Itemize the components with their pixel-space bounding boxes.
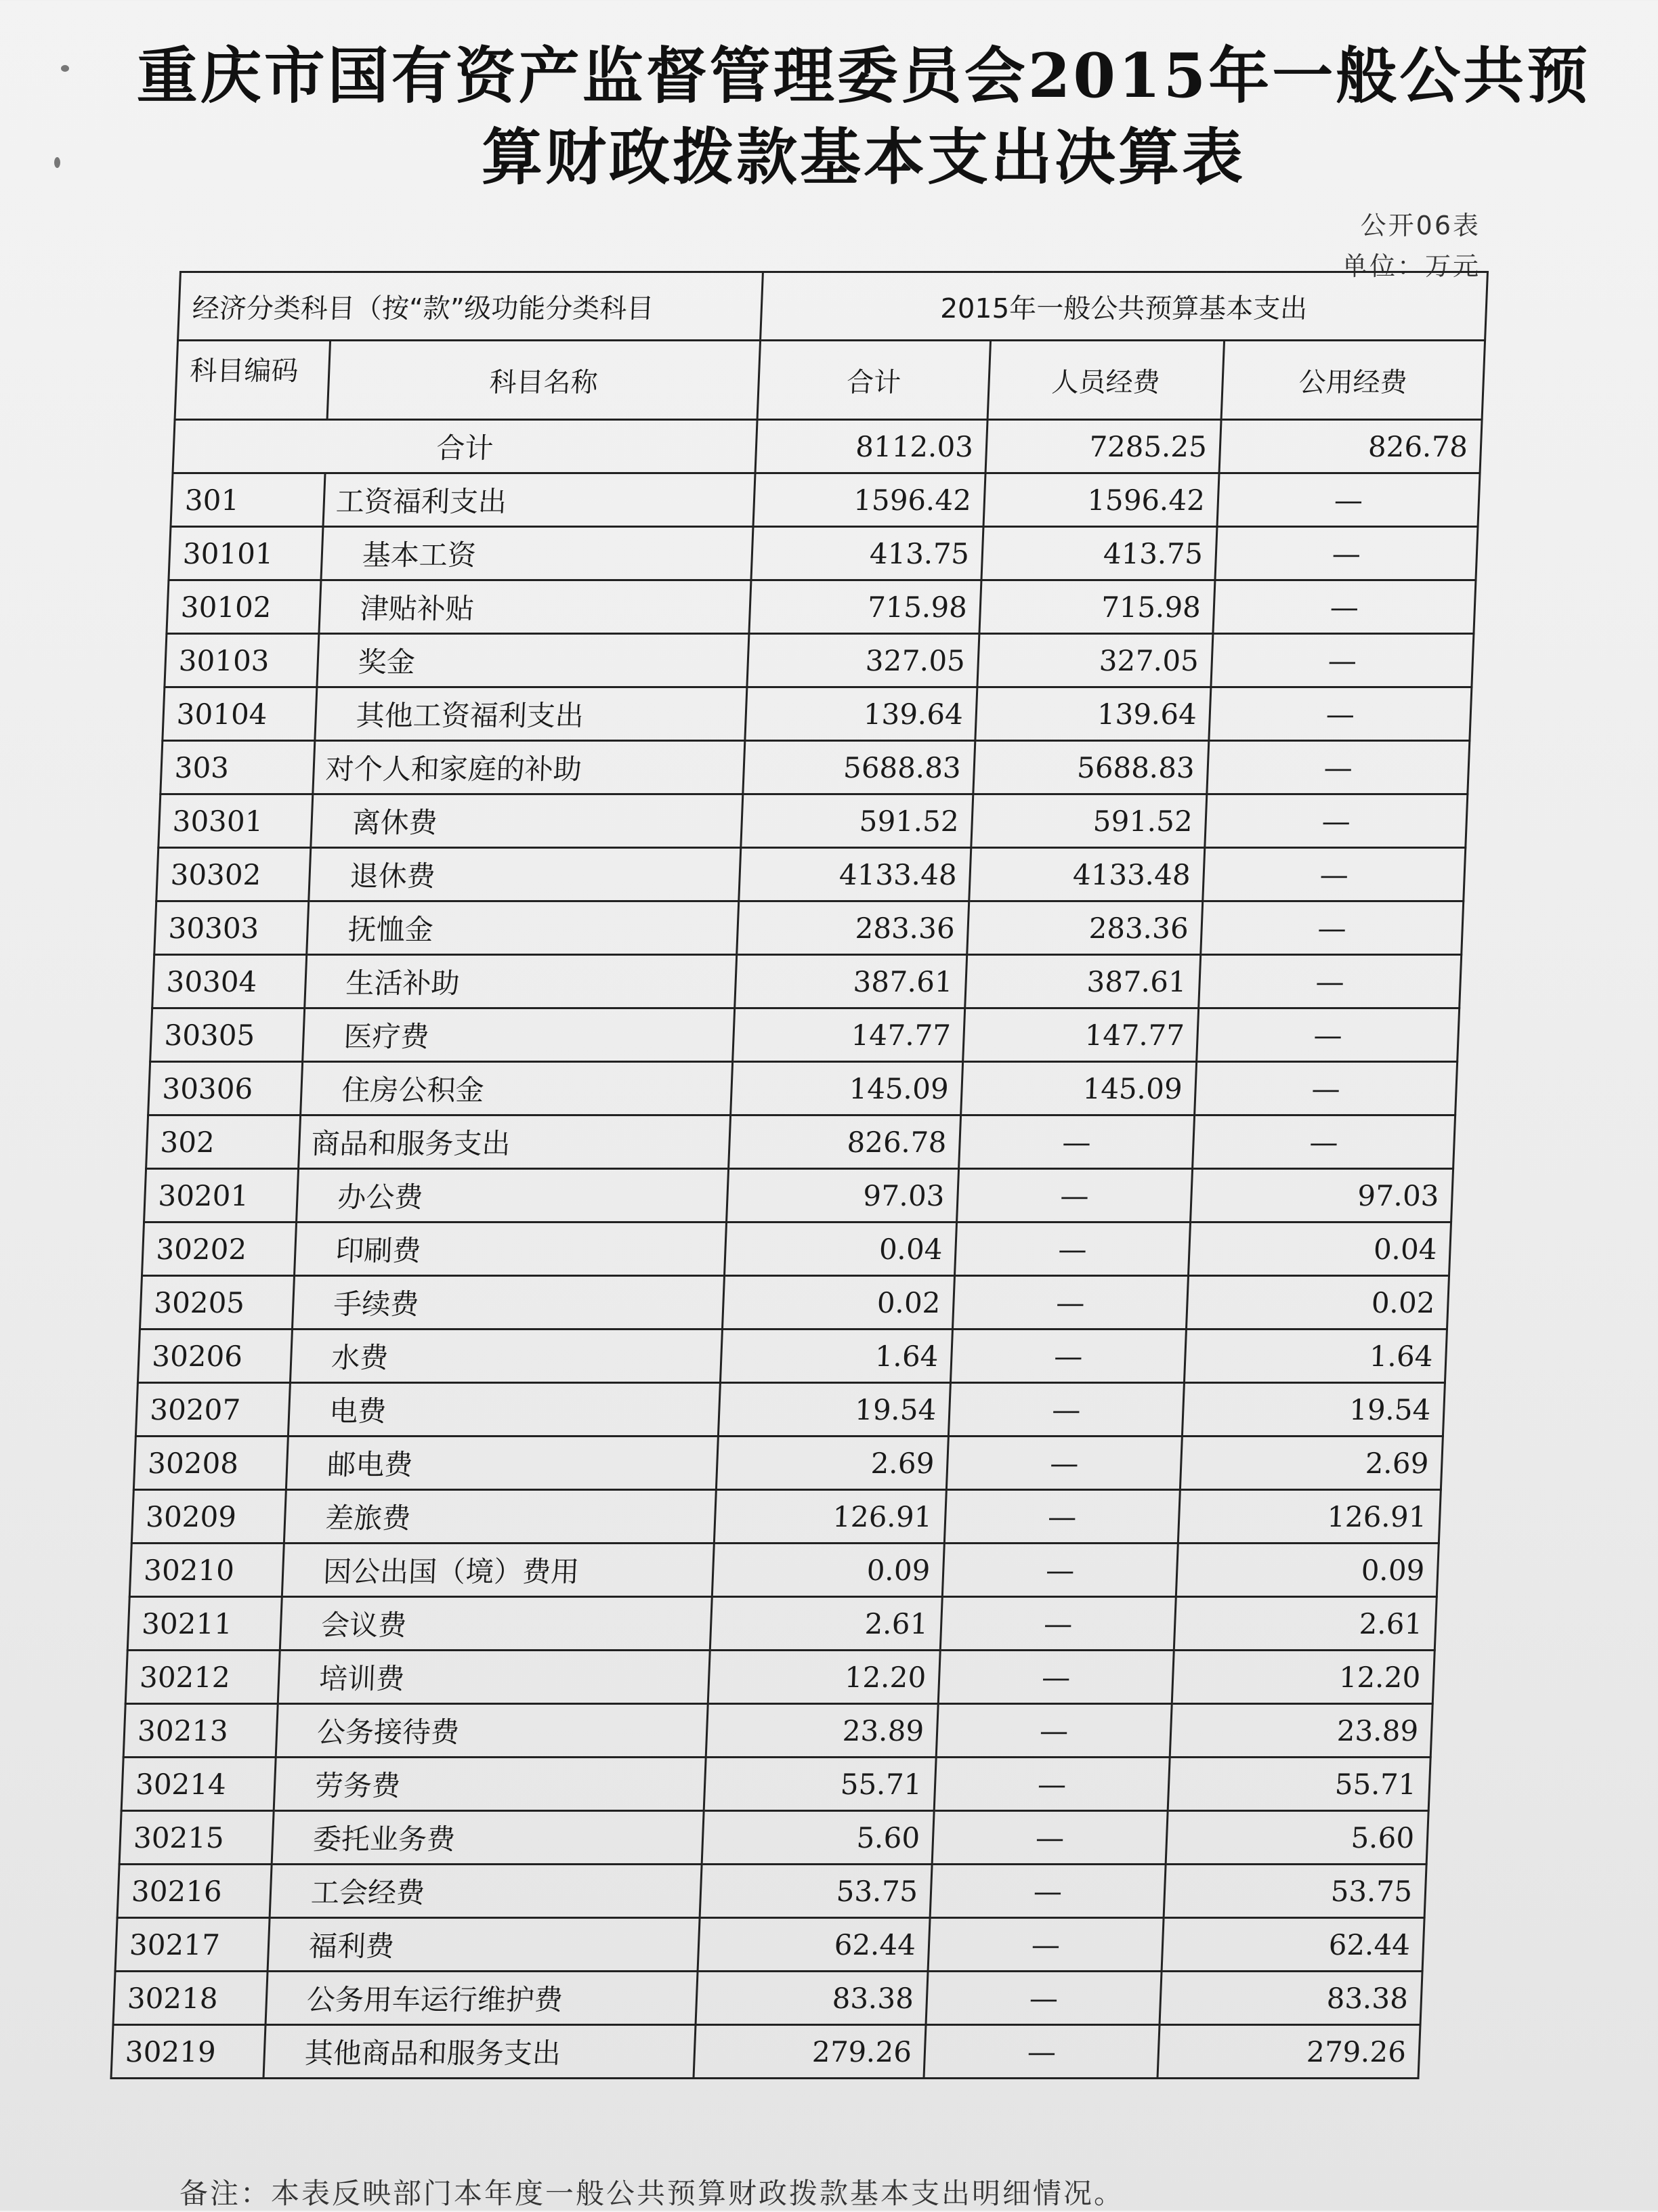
row-personnel: 1596.42 <box>983 473 1219 527</box>
row-total: 126.91 <box>714 1490 946 1544</box>
row-public: — <box>1215 527 1478 580</box>
row-code: 30206 <box>137 1330 292 1383</box>
row-total: 327.05 <box>747 634 979 687</box>
row-personnel: — <box>952 1276 1188 1330</box>
table-row <box>119 1811 1428 1865</box>
row-total: 5.60 <box>702 1811 934 1865</box>
row-personnel: — <box>926 1972 1162 2025</box>
row-public: 12.20 <box>1172 1651 1434 1704</box>
row-total: 2.61 <box>710 1597 942 1651</box>
row-public: 2.69 <box>1180 1437 1443 1490</box>
row-personnel: — <box>938 1651 1174 1704</box>
row-total: 97.03 <box>727 1169 959 1222</box>
header-row-1 <box>178 272 1488 341</box>
row-public: — <box>1207 741 1470 794</box>
row-name: 因公出国（境）费用 <box>282 1544 714 1597</box>
row-code: 30210 <box>129 1544 284 1597</box>
row-code: 30301 <box>158 794 313 848</box>
row-total: 23.89 <box>706 1704 938 1758</box>
row-personnel: 145.09 <box>961 1062 1197 1115</box>
row-total: 1596.42 <box>753 473 985 527</box>
row-name: 商品和服务支出 <box>299 1115 731 1169</box>
row-personnel: — <box>950 1330 1186 1383</box>
table-row <box>111 2025 1420 2079</box>
row-public: 2.61 <box>1174 1597 1437 1651</box>
row-public: 0.09 <box>1176 1544 1439 1597</box>
row-code: 301 <box>171 473 325 527</box>
row-total: 12.20 <box>708 1651 940 1704</box>
row-name: 抚恤金 <box>307 901 739 955</box>
table-row <box>144 1169 1453 1222</box>
table-row <box>154 901 1464 955</box>
table-row <box>127 1597 1437 1651</box>
row-code: 30216 <box>117 1865 272 1918</box>
row-name: 工会经费 <box>270 1865 702 1918</box>
footnote: 备注：本表反映部门本年度一般公共预算财政拨款基本支出明细情况。 <box>179 2177 1125 2210</box>
row-name: 劳务费 <box>274 1758 706 1811</box>
row-name: 公务接待费 <box>276 1704 708 1758</box>
row-name: 医疗费 <box>303 1008 735 1062</box>
table-row <box>142 1222 1451 1276</box>
table-row <box>169 527 1478 580</box>
header-total: 合计 <box>757 341 990 420</box>
table-row <box>115 1918 1424 1972</box>
table-row <box>129 1544 1439 1597</box>
paper-speck <box>54 157 60 168</box>
row-personnel: — <box>936 1704 1172 1758</box>
row-code: 30302 <box>156 848 311 901</box>
paper-speck <box>61 65 69 72</box>
header-row-2 <box>175 341 1485 420</box>
row-code: 30214 <box>121 1758 276 1811</box>
row-name: 住房公积金 <box>301 1062 733 1115</box>
row-personnel: — <box>924 2025 1160 2079</box>
row-code: 30212 <box>125 1651 280 1704</box>
row-name: 工资福利支出 <box>323 473 755 527</box>
row-name: 公务用车运行维护费 <box>265 1972 698 2025</box>
row-total: 55.71 <box>704 1758 936 1811</box>
row-personnel: — <box>955 1222 1191 1276</box>
row-total: 1.64 <box>720 1330 952 1383</box>
table-row <box>113 1972 1422 2025</box>
row-code: 30305 <box>150 1008 305 1062</box>
row-total: 413.75 <box>751 527 983 580</box>
row-total: 715.98 <box>749 580 981 634</box>
row-code: 30103 <box>165 634 319 687</box>
unit-label: 单位：万元 <box>1341 251 1481 281</box>
row-code: 30218 <box>113 1972 268 2025</box>
row-name: 会议费 <box>280 1597 712 1651</box>
row-total: 19.54 <box>718 1383 950 1437</box>
row-total: 387.61 <box>735 955 967 1008</box>
row-personnel: 139.64 <box>975 687 1211 741</box>
table-row <box>125 1651 1434 1704</box>
document-title-line-1: 重庆市国有资产监督管理委员会2015年一般公共预 <box>136 40 1591 112</box>
total-row <box>173 420 1482 473</box>
row-public: 1.64 <box>1184 1330 1447 1383</box>
row-code: 30207 <box>135 1383 290 1437</box>
row-public: 62.44 <box>1162 1918 1424 1972</box>
row-personnel: 283.36 <box>967 901 1203 955</box>
table-row <box>161 741 1470 794</box>
row-name: 手续费 <box>292 1276 724 1330</box>
row-name: 对个人和家庭的补助 <box>313 741 745 794</box>
row-name: 邮电费 <box>286 1437 718 1490</box>
row-total: 0.02 <box>722 1276 954 1330</box>
table-number: 公开06表 <box>1360 211 1481 240</box>
row-name: 办公费 <box>297 1169 729 1222</box>
table-row <box>156 848 1466 901</box>
header-econ-class: 经济分类科目（按“款”级功能分类科目 <box>178 272 763 341</box>
table-row <box>158 794 1468 848</box>
row-code: 30306 <box>148 1062 303 1115</box>
row-code: 30208 <box>133 1437 288 1490</box>
row-public: 126.91 <box>1178 1490 1441 1544</box>
row-public: — <box>1213 580 1476 634</box>
row-public: 5.60 <box>1166 1811 1428 1865</box>
row-code: 30211 <box>127 1597 282 1651</box>
table-row <box>148 1062 1458 1115</box>
row-total: 2.69 <box>716 1437 948 1490</box>
row-total: 591.52 <box>741 794 973 848</box>
row-public: 0.04 <box>1189 1222 1451 1276</box>
row-personnel: — <box>959 1115 1195 1169</box>
row-total: 145.09 <box>731 1062 963 1115</box>
row-code: 30303 <box>154 901 309 955</box>
row-public: — <box>1193 1115 1455 1169</box>
row-personnel: — <box>946 1437 1182 1490</box>
row-personnel: — <box>942 1544 1178 1597</box>
table-row <box>146 1115 1455 1169</box>
table-row <box>131 1490 1441 1544</box>
row-total: 83.38 <box>696 1972 928 2025</box>
table-row <box>171 473 1480 527</box>
row-public: — <box>1217 473 1480 527</box>
row-name: 印刷费 <box>295 1222 727 1276</box>
row-code: 30104 <box>163 687 317 741</box>
table-row <box>121 1758 1430 1811</box>
row-public: 83.38 <box>1160 1972 1422 2025</box>
row-total: 0.04 <box>725 1222 957 1276</box>
row-public: — <box>1203 848 1466 901</box>
row-public: — <box>1209 687 1472 741</box>
table-row <box>117 1865 1426 1918</box>
table-row <box>137 1330 1447 1383</box>
row-personnel: — <box>948 1383 1184 1437</box>
header-personnel: 人员经费 <box>987 341 1224 420</box>
row-total: 139.64 <box>745 687 977 741</box>
row-personnel: — <box>932 1811 1168 1865</box>
total-public: 826.78 <box>1219 420 1482 473</box>
expenditure-table <box>110 271 1489 2079</box>
row-public: — <box>1205 794 1468 848</box>
row-personnel: 387.61 <box>965 955 1201 1008</box>
table-row <box>140 1276 1449 1330</box>
row-public: 55.71 <box>1168 1758 1430 1811</box>
row-total: 147.77 <box>733 1008 965 1062</box>
row-public: — <box>1195 1062 1458 1115</box>
row-personnel: 413.75 <box>981 527 1217 580</box>
row-name: 离休费 <box>311 794 743 848</box>
row-name: 培训费 <box>278 1651 710 1704</box>
row-name: 生活补助 <box>305 955 737 1008</box>
table-row <box>163 687 1472 741</box>
row-code: 30201 <box>144 1169 299 1222</box>
row-code: 30101 <box>169 527 323 580</box>
row-name: 电费 <box>288 1383 720 1437</box>
row-public: — <box>1197 1008 1460 1062</box>
total-personnel: 7285.25 <box>985 420 1221 473</box>
row-personnel: 715.98 <box>979 580 1215 634</box>
row-total: 4133.48 <box>739 848 971 901</box>
row-personnel: — <box>944 1490 1180 1544</box>
row-code: 30202 <box>142 1222 297 1276</box>
row-personnel: 4133.48 <box>969 848 1205 901</box>
row-total: 0.09 <box>712 1544 944 1597</box>
table-row <box>135 1383 1445 1437</box>
row-code: 30213 <box>123 1704 278 1758</box>
document-title-line-2: 算财政拨款基本支出决算表 <box>482 121 1246 193</box>
row-code: 30205 <box>140 1276 294 1330</box>
row-public: 0.02 <box>1186 1276 1449 1330</box>
row-public: — <box>1199 955 1462 1008</box>
row-name: 其他商品和服务支出 <box>263 2025 696 2079</box>
row-name: 差旅费 <box>284 1490 716 1544</box>
row-name: 津贴补贴 <box>319 580 751 634</box>
row-total: 279.26 <box>694 2025 926 2079</box>
row-personnel: 147.77 <box>963 1008 1199 1062</box>
row-personnel: — <box>930 1865 1166 1918</box>
header-budget: 2015年一般公共预算基本支出 <box>761 272 1488 341</box>
row-public: 279.26 <box>1157 2025 1420 2079</box>
header-public: 公用经费 <box>1221 341 1485 420</box>
row-code: 30209 <box>131 1490 286 1544</box>
table-row <box>165 634 1474 687</box>
row-public: 19.54 <box>1182 1383 1445 1437</box>
table-row <box>152 955 1462 1008</box>
row-code: 30219 <box>111 2025 265 2079</box>
table-row <box>123 1704 1432 1758</box>
row-name: 奖金 <box>317 634 749 687</box>
header-name: 科目名称 <box>327 341 761 420</box>
row-public: 97.03 <box>1191 1169 1453 1222</box>
table-row <box>133 1437 1443 1490</box>
table-row <box>150 1008 1460 1062</box>
row-public: 53.75 <box>1164 1865 1426 1918</box>
row-name: 基本工资 <box>321 527 753 580</box>
row-code: 30217 <box>115 1918 270 1972</box>
row-public: — <box>1201 901 1464 955</box>
row-personnel: 5688.83 <box>973 741 1209 794</box>
row-total: 826.78 <box>729 1115 961 1169</box>
row-personnel: 591.52 <box>971 794 1207 848</box>
row-code: 30215 <box>119 1811 274 1865</box>
row-total: 5688.83 <box>743 741 975 794</box>
row-personnel: — <box>934 1758 1170 1811</box>
row-code: 30304 <box>152 955 307 1008</box>
total-amount: 8112.03 <box>755 420 987 473</box>
row-personnel: 327.05 <box>977 634 1213 687</box>
row-total: 53.75 <box>700 1865 932 1918</box>
row-public: 23.89 <box>1170 1704 1432 1758</box>
row-public: — <box>1211 634 1474 687</box>
row-personnel: — <box>928 1918 1164 1972</box>
row-personnel: — <box>957 1169 1193 1222</box>
header-code: 科目编码 <box>175 341 330 420</box>
row-total: 283.36 <box>737 901 969 955</box>
row-name: 水费 <box>290 1330 722 1383</box>
row-code: 30102 <box>167 580 321 634</box>
row-name: 福利费 <box>268 1918 700 1972</box>
total-label: 合计 <box>173 420 757 473</box>
row-code: 303 <box>161 741 315 794</box>
table-row <box>167 580 1476 634</box>
row-total: 62.44 <box>698 1918 930 1972</box>
row-name: 退休费 <box>309 848 741 901</box>
row-name: 委托业务费 <box>272 1811 704 1865</box>
row-name: 其他工资福利支出 <box>315 687 747 741</box>
row-personnel: — <box>940 1597 1176 1651</box>
row-code: 302 <box>146 1115 301 1169</box>
